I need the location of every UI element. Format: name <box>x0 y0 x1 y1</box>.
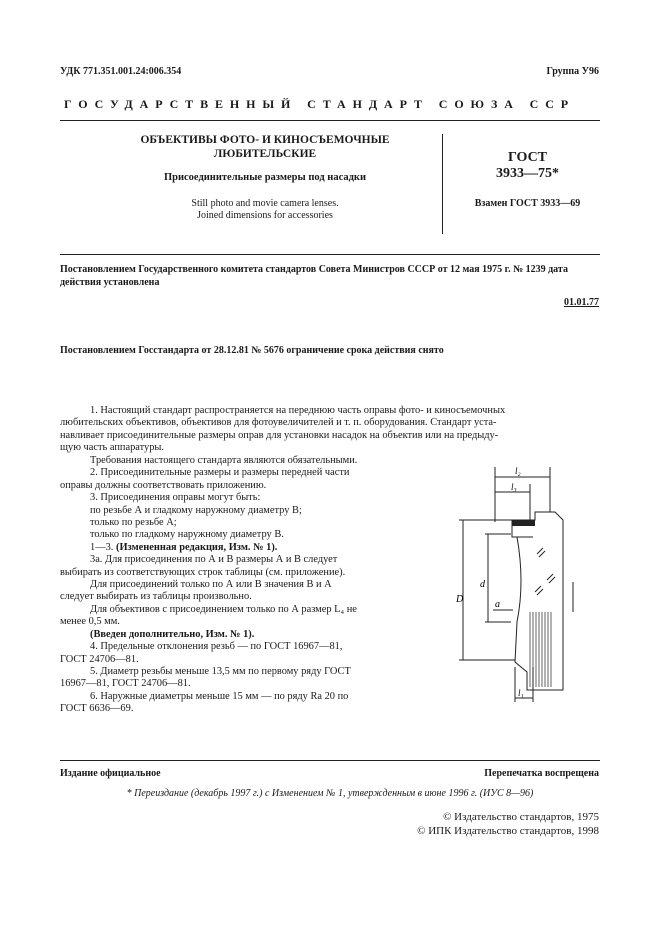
p4-line: ГОСТ 24706—81. <box>60 653 139 665</box>
label-a: a <box>495 599 500 610</box>
gost-code: 3933—75* <box>496 166 559 181</box>
p3a-line: менее 0,5 мм. <box>60 616 120 628</box>
decree-text: Постановлением Государственного комитета стандартов Совета Министров СССР от 12 мая 1975 г. № 1239 дата действия установлена <box>60 264 568 288</box>
replaces-note: Взамен ГОСТ 3933—69 <box>474 198 581 209</box>
req-text: Требования настоящего стандарта являются обязательными. <box>90 455 358 466</box>
edit-note-2: (Введен дополнительно, Изм. № 1). <box>90 628 255 640</box>
label-l3: l₃ <box>511 482 517 492</box>
label-l2: l₂ <box>515 466 521 476</box>
p2-line: оправы должны соответствовать приложению. <box>60 479 267 491</box>
p3a-line: 3а. Для присоединения по А и B размеры А и B следует <box>90 554 338 566</box>
reissue-note: * Переиздание (декабрь 1997 г.) с Изменением № 1, утвержденным в июне 1996 г. (ИУС 8—96) <box>126 788 534 799</box>
p6-line: ГОСТ 6636—69. <box>60 703 134 715</box>
gost-number <box>470 150 585 182</box>
edit-note-num: 1—3. <box>90 541 114 553</box>
p1-line: щую часть аппаратуры. <box>60 442 165 454</box>
label-l1: l₁ <box>518 688 524 698</box>
reprint-note: Перепечатка воспрещена <box>484 768 599 779</box>
decree-text-2: Постановлением Госстандарта от 28.12.81 № 5676 ограничение срока действия снято <box>60 345 444 356</box>
document-title <box>100 133 430 161</box>
standard-banner: ГОСУДАРСТВЕННЫЙ СТАНДАРТ СОЮЗА ССР <box>64 97 576 111</box>
divider <box>60 254 600 255</box>
edit-note-1 <box>60 542 420 554</box>
english-line-2: Joined dimensions for accessories <box>197 210 333 221</box>
document-subtitle: Присоединительные размеры под насадки <box>163 172 367 183</box>
title-line-1: ОБЪЕКТИВЫ ФОТО- И КИНОСЪЕМОЧНЫЕ <box>140 134 390 146</box>
p3-option: только по гладкому наружному диаметру B. <box>90 529 284 541</box>
p3a-line: Для объективов с присоединением только по А размер L₄ не <box>90 603 357 615</box>
p5-line: 16967—81, ГОСТ 24706—81. <box>60 678 191 690</box>
copyright-2: © ИПК Издательство стандартов, 1998 <box>417 825 599 837</box>
udk-code: УДК 771.351.001.24:006.354 <box>60 66 182 77</box>
p4-line: 4. Предельные отклонения резьб — по ГОСТ 16967—81, <box>90 641 343 653</box>
p1-line: 1. Настоящий стандарт распространяется на переднюю часть оправы фото- и киносъемочных <box>90 405 506 416</box>
paragraph-1 <box>60 405 600 455</box>
divider <box>60 120 600 121</box>
gost-label: ГОСТ <box>507 150 548 165</box>
p3-option: только по резьбе А; <box>90 517 177 529</box>
divider <box>442 134 443 234</box>
p1-line: навливает присоединительные размеры оправ для установки насадок на объектив или на предыду- <box>60 429 499 441</box>
p3-option: по резьбе А и гладкому наружному диаметру B; <box>90 504 302 516</box>
effective-date: 01.01.77 <box>564 297 599 308</box>
label-D: D <box>456 594 464 605</box>
p3a-line: Для присоединений только по А или B значения B и А <box>90 579 332 591</box>
body-column <box>60 455 420 716</box>
label-d: d <box>480 579 485 590</box>
edit-note-text: (Измененная редакция, Изм. № 1). <box>116 541 278 553</box>
p1-line: любительских объективов, объективов для фотоувеличителей и т. п. оборудования. Стандарт уста- <box>60 417 497 429</box>
divider <box>60 760 600 761</box>
group-code: Группа У96 <box>546 66 599 77</box>
lens-mount-drawing <box>455 462 600 712</box>
english-line-1: Still photo and movie camera lenses. <box>191 198 339 209</box>
english-title <box>100 198 430 222</box>
p2-line: 2. Присоединительные размеры и размеры передней части <box>90 467 350 479</box>
p6-line: 6. Наружные диаметры меньше 15 мм — по ряду Ra 20 по <box>90 690 349 702</box>
p3-text: 3. Присоединения оправы могут быть: <box>90 492 261 504</box>
p3a-line: следует выбирать из таблицы произвольно. <box>60 591 252 603</box>
edition-note: Издание официальное <box>60 768 161 779</box>
copyright-1: © Издательство стандартов, 1975 <box>443 811 599 823</box>
title-line-2: ЛЮБИТЕЛЬСКИЕ <box>213 148 317 160</box>
p3a-line: выбирать из соответствующих строк таблицы (см. приложение). <box>60 566 346 578</box>
p5-line: 5. Диаметр резьбы меньше 13,5 мм по первому ряду ГОСТ <box>90 665 351 677</box>
